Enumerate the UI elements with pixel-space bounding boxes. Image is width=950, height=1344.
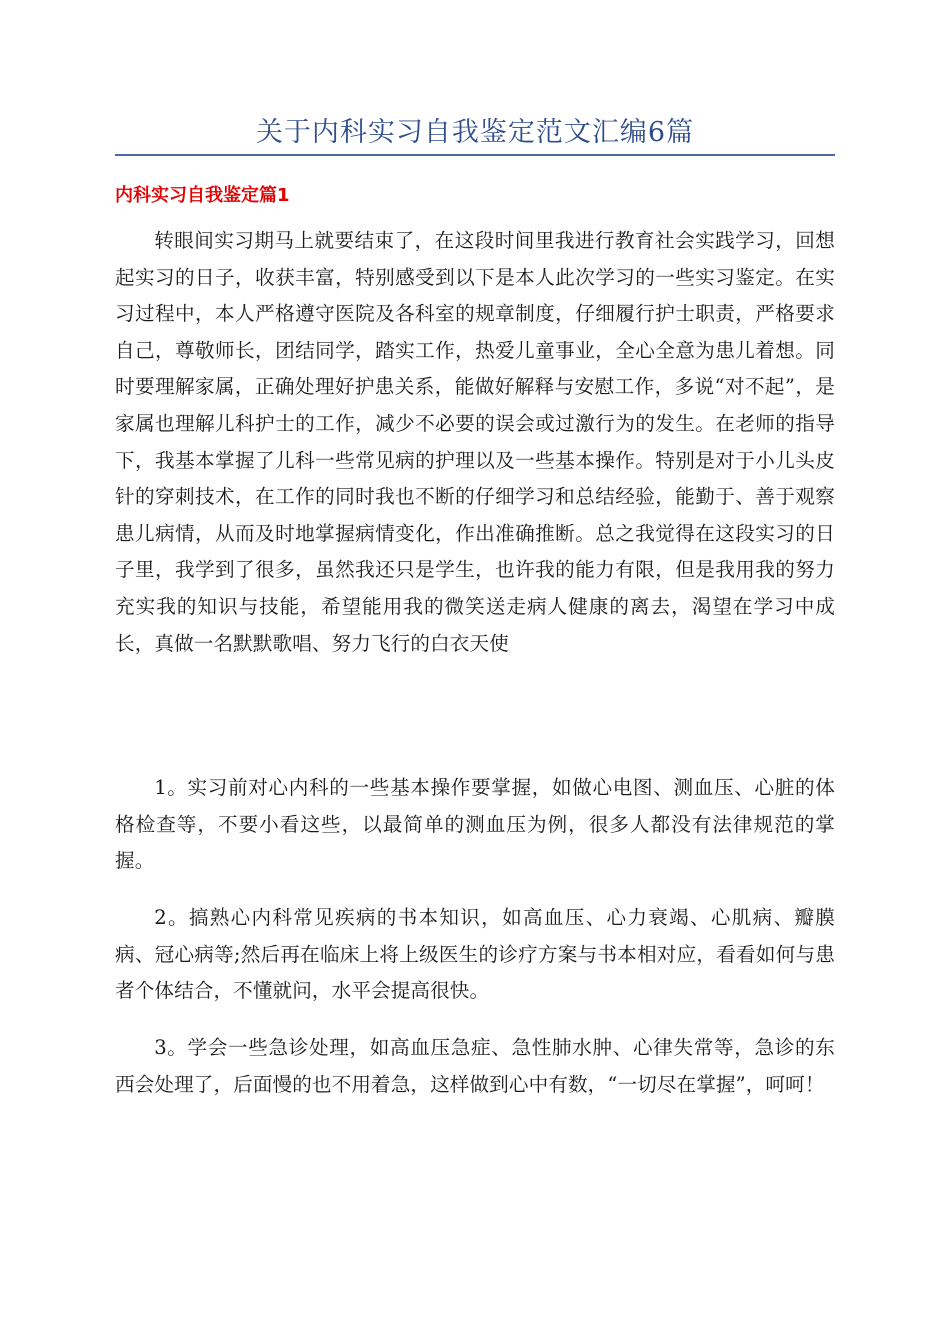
title-underline xyxy=(115,154,835,156)
paragraph-item-3: 3。学会一些急诊处理，如高血压急症、急性肺水肿、心律失常等，急诊的东西会处理了，后面慢的也不用着急，这样做到心中有数，“一切尽在掌握”，呵呵！ xyxy=(115,1036,835,1096)
section-heading: 内科实习自我鉴定篇1 xyxy=(115,185,290,206)
paragraph-item-1: 1。实习前对心内科的一些基本操作要掌握，如做心电图、测血压、心脏的体格检查等，不要小看这些，以最简单的测血压为例，很多人都没有法律规范的掌握。 xyxy=(115,776,835,873)
paragraph-intro: 转眼间实习期马上就要结束了，在这段时间里我进行教育社会实践学习，回想起实习的日子，收获丰富，特别感受到以下是本人此次学习的一些实习鉴定。在实习过程中，本人严格遵守医院及各科室的规章制度，仔细履行护士职责，严格要求自己，尊敬师长，团结同学，踏实工作，热爱儿童事业，全心全意为患儿着想。同时要理解家属，正确处理好护患关系，能做好解释与安慰工作，多说“对不起”，是家属也理解儿科护士的工作，减少不必要的误会或过激行为的发生。在老师的指导下，我基本掌握了儿科一些常见病的护理以及一些基本操作。特别是对于小儿头皮针的穿刺技术，在工作的同时我也不断的仔细学习和总结经验，能勤于、善于观察患儿病情，从而及时地掌握病情变化，作出准确推断。总之我觉得在这段实习的日子里，我学到了很多，虽然我还只是学生，也许我的能力有限，但是我用我的努力充实我的知识与技能，希望能用我的微笑送走病人健康的离去，渴望在学习中成长，真做一名默默歌唱、努力飞行的白衣天使 xyxy=(115,229,835,655)
paragraph-item-2: 2。搞熟心内科常见疾病的书本知识，如高血压、心力衰竭、心肌病、瓣膜病、冠心病等;然后再在临床上将上级医生的诊疗方案与书本相对应，看看如何与患者个体结合，不懂就问，水平会提高很快。 xyxy=(115,906,835,1003)
document-title: 关于内科实习自我鉴定范文汇编6篇 xyxy=(255,117,695,148)
